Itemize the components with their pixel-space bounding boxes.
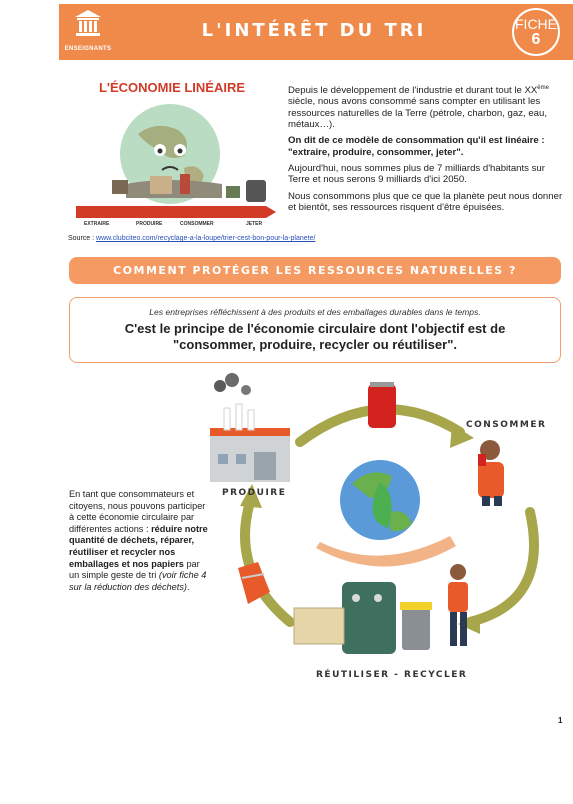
source-label: Source : — [68, 235, 97, 242]
intro-paragraph-4: Nous consommons plus que ce que la planète peut nous donner et bientôt, ses ressources risquent d'être épuisées. — [288, 190, 563, 213]
person-recycling-icon — [448, 564, 468, 646]
page-number: 1 — [558, 716, 563, 725]
circular-economy-box — [69, 297, 561, 363]
page-header — [59, 4, 573, 60]
role-label: ENSEIGNANTS — [64, 46, 112, 52]
fiche-badge — [512, 8, 560, 56]
teacher-badge — [59, 4, 117, 60]
label-produire: PRODUIRE — [222, 488, 287, 498]
person-drinking-icon — [478, 440, 504, 506]
linear-economy-drawing — [66, 76, 278, 230]
page-title: L'INTÉRÊT DU TRI — [201, 20, 427, 41]
circular-principle: C'est le principe de l'économie circulaire dont l'objectif est de "consommer, produire, recycler ou réutiliser". — [124, 321, 506, 352]
institution-icon — [73, 8, 103, 38]
recycling-container-icon — [294, 582, 396, 654]
intro-text — [288, 83, 566, 218]
earth-in-hand-icon — [316, 460, 456, 567]
section-banner: COMMENT PROTÉGER LES RESSOURCES NATURELLES ? — [69, 257, 561, 284]
yellow-bin-icon — [400, 602, 432, 650]
fiche-number: 6 — [531, 31, 541, 48]
circular-intro: Les entreprises réfléchissent à des produits et des emballages durables dans le temps. — [149, 307, 481, 317]
source-line — [68, 235, 315, 242]
cycle-drawing — [190, 372, 550, 682]
fiche-label: FICHE — [515, 16, 557, 32]
source-link[interactable]: www.clubciteo.com/recyclage-a-la-loupe/trier-cest-bon-pour-la-planete/ — [96, 235, 316, 242]
linear-economy-illustration — [66, 76, 278, 230]
consumer-actions-text: En tant que consommateurs et citoyens, nous pouvons participer à cette économie circulaire par différentes actions : réduire notre quantité de déchets, réparer, réutiliser et recycler nos emballages et nos papiers par un simple geste de tri (voir fiche 4 sur la réduction des déchets). — [69, 489, 208, 592]
step-jeter: JETER — [246, 221, 263, 227]
intro-paragraph-2: On dit de ce modèle de consommation qu'il est linéaire : "extraire, produire, consommer, jeter". — [288, 135, 545, 158]
step-extraire: EXTRAIRE — [84, 221, 110, 227]
soda-can-icon — [368, 382, 396, 428]
circular-economy-cycle — [190, 372, 550, 682]
factory-icon — [210, 373, 290, 482]
label-reutiliser-recycler: RÉUTILISER - RECYCLER — [316, 670, 468, 680]
label-consommer: CONSOMMER — [466, 420, 547, 430]
step-produire: PRODUIRE — [136, 221, 163, 227]
step-consommer: CONSOMMER — [180, 221, 214, 227]
linear-economy-title: L'ÉCONOMIE LINÉAIRE — [98, 80, 246, 95]
intro-paragraph-3: Aujourd'hui, nous sommes plus de 7 milliards d'habitants sur Terre et nous serons 9 milliards d'ici 2050. — [288, 162, 545, 186]
intro-paragraph-1: Depuis le développement de l'industrie et durant tout le XXème siècle, nous avons consommé sans compter en utilisant les ressources naturelles de la Terre (pétrole, charbon, gaz, eau, métaux…). — [288, 85, 549, 131]
